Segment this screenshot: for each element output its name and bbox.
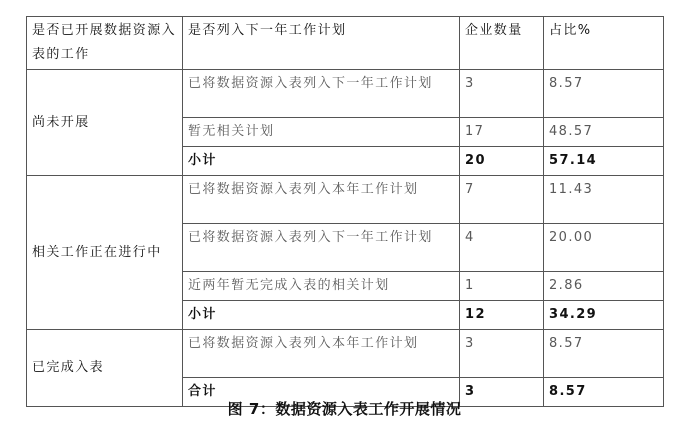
plan-cell: 已将数据资源入表列入下一年工作计划 xyxy=(183,224,460,272)
status-cell: 已完成入表 xyxy=(27,330,183,407)
total-percent: 8.57 xyxy=(544,378,664,407)
plan-cell: 近两年暂无完成入表的相关计划 xyxy=(183,272,460,301)
percent-cell: 8.57 xyxy=(544,330,664,378)
plan-cell: 已将数据资源入表列入本年工作计划 xyxy=(183,330,460,378)
header-cell-percent: 占比% xyxy=(544,17,664,70)
count-cell: 3 xyxy=(460,70,544,118)
header-cell-plan: 是否列入下一年工作计划 xyxy=(183,17,460,70)
subtotal-label: 小计 xyxy=(183,301,460,330)
table-row xyxy=(27,176,664,224)
total-label: 合计 xyxy=(183,378,460,407)
percent-cell: 8.57 xyxy=(544,70,664,118)
total-count: 3 xyxy=(460,378,544,407)
figure-caption: 图 7：数据资源入表工作开展情况 xyxy=(227,400,462,418)
percent-cell: 48.57 xyxy=(544,118,664,147)
subtotal-count: 12 xyxy=(460,301,544,330)
data-table xyxy=(26,16,664,407)
subtotal-percent: 34.29 xyxy=(544,301,664,330)
status-cell: 尚未开展 xyxy=(27,70,183,176)
percent-cell: 20.00 xyxy=(544,224,664,272)
header-cell-status: 是否已开展数据资源入表的工作 xyxy=(27,17,183,70)
percent-cell: 2.86 xyxy=(544,272,664,301)
percent-cell: 11.43 xyxy=(544,176,664,224)
subtotal-count: 20 xyxy=(460,147,544,176)
count-cell: 17 xyxy=(460,118,544,147)
subtotal-percent: 57.14 xyxy=(544,147,664,176)
status-cell: 相关工作正在进行中 xyxy=(27,176,183,330)
count-cell: 4 xyxy=(460,224,544,272)
count-cell: 3 xyxy=(460,330,544,378)
plan-cell: 已将数据资源入表列入下一年工作计划 xyxy=(183,70,460,118)
header-cell-count: 企业数量 xyxy=(460,17,544,70)
table-header-row xyxy=(27,17,664,70)
count-cell: 7 xyxy=(460,176,544,224)
table-row xyxy=(27,330,664,378)
plan-cell: 暂无相关计划 xyxy=(183,118,460,147)
count-cell: 1 xyxy=(460,272,544,301)
plan-cell: 已将数据资源入表列入本年工作计划 xyxy=(183,176,460,224)
table-row xyxy=(27,70,664,118)
subtotal-label: 小计 xyxy=(183,147,460,176)
